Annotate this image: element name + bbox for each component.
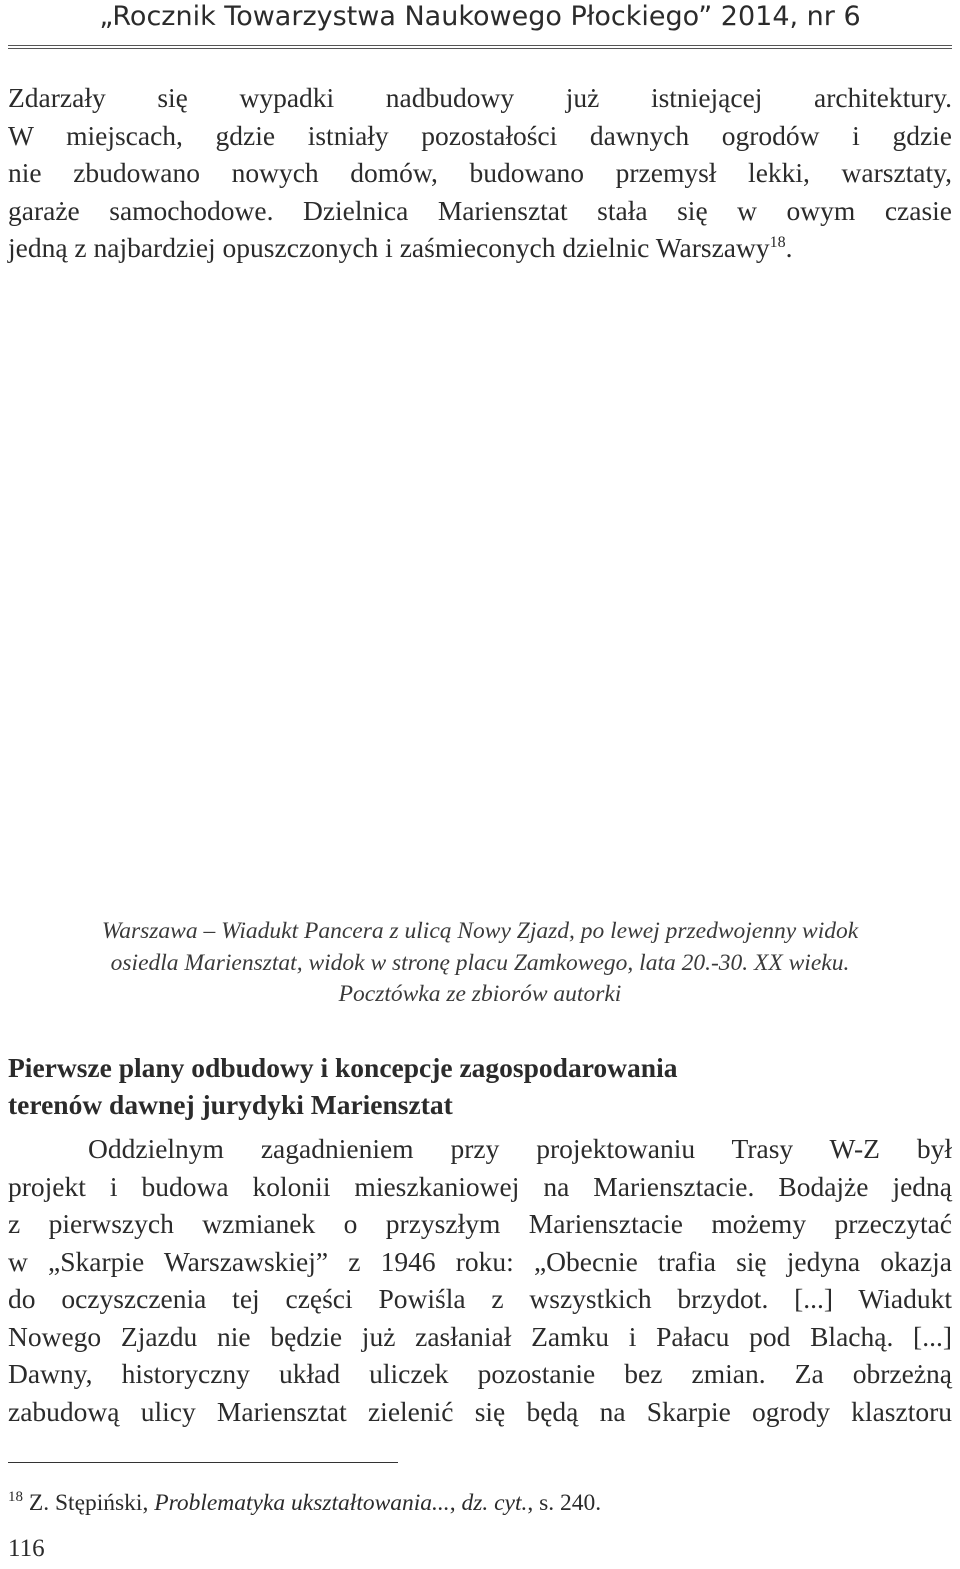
footnote-reference[interactable]: 18 <box>769 233 786 251</box>
page-number: 116 <box>8 1535 45 1562</box>
paragraph-line: garaże samochodowe. Dzielnica Mariensztat stała się w owym czasie <box>8 194 952 226</box>
paragraph-line: Oddzielnym zagadnieniem przy projektowaniu Trasy W-Z był <box>88 1133 952 1164</box>
paragraph-line: Nowego Zjazdu nie będzie już zasłaniał Zamku i Pałacu pod Blachą. [...] <box>8 1320 952 1352</box>
footnote-pages: , s. 240. <box>527 1490 602 1516</box>
paragraph-line: Zdarzały się wypadki nadbudowy już istniejącej architektury. <box>8 82 952 113</box>
section-heading <box>8 1049 952 1123</box>
caption-line: osiedla Mariensztat, widok w stronę placu Zamkowego, lata 20.-30. XX wieku. <box>110 949 850 976</box>
paragraph-line: Dawny, historyczny układ uliczek pozostanie bez zmian. Za obrzeżną <box>8 1358 952 1389</box>
paragraph-line: nie zbudowano nowych domów, budowano przemysł lekki, warsztaty, <box>8 157 952 188</box>
paragraph-line: w „Skarpie Warszawskiej” z 1946 roku: „Obecnie trafia się jedyna okazja <box>8 1245 952 1277</box>
caption-source: Pocztówka ze zbiorów autorki <box>338 981 622 1007</box>
footnote-separator: , <box>449 1490 462 1516</box>
paragraph-line-text: jedną z najbardziej opuszczonych i zaśmieconych dzielnic Warszawy <box>8 232 770 263</box>
postcard-figure <box>8 285 952 905</box>
paragraph-line-end: . <box>785 232 793 263</box>
paragraph-line: W miejscach, gdzie istniały pozostałości dawnych ogrodów i gdzie <box>8 119 952 151</box>
journal-title: „Rocznik Towarzystwa Naukowego Płockiego” 2014, nr 6 <box>99 1 861 32</box>
footnote-number: 18 <box>8 1489 23 1506</box>
section-heading-line: terenów dawnej jurydyki Mariensztat <box>8 1089 453 1120</box>
footnote-ref: dz. cyt. <box>461 1490 528 1516</box>
section-heading-line: Pierwsze plany odbudowy i koncepcje zagospodarowania <box>8 1052 678 1083</box>
paragraph-line <box>8 229 952 267</box>
footnote-author: Z. Stępiński, <box>28 1490 155 1516</box>
section-paragraph <box>8 1130 952 1430</box>
footnote <box>8 1488 952 1518</box>
paragraph-line: zabudową ulicy Mariensztat zielenić się będą na Skarpie ogrody klasztoru <box>8 1395 952 1427</box>
journal-header <box>8 0 952 40</box>
footnote-title: Problematyka ukształtowania... <box>154 1490 450 1516</box>
paragraph-line: do oczyszczenia tej części Powiśla z wszystkich brzydot. [...] Wiadukt <box>8 1283 952 1314</box>
figure-caption <box>30 916 930 1011</box>
footnote-divider <box>8 1462 398 1463</box>
header-divider <box>8 45 952 49</box>
paragraph-line: z pierwszych wzmianek o przyszłym Mariensztacie możemy przeczytać <box>8 1208 952 1239</box>
intro-paragraph <box>8 79 952 267</box>
caption-line: Warszawa – Wiadukt Pancera z ulicą Nowy Zjazd, po lewej przedwojenny widok <box>101 918 859 944</box>
paragraph-line: projekt i budowa kolonii mieszkaniowej na Mariensztacie. Bodajże jedną <box>8 1170 952 1202</box>
